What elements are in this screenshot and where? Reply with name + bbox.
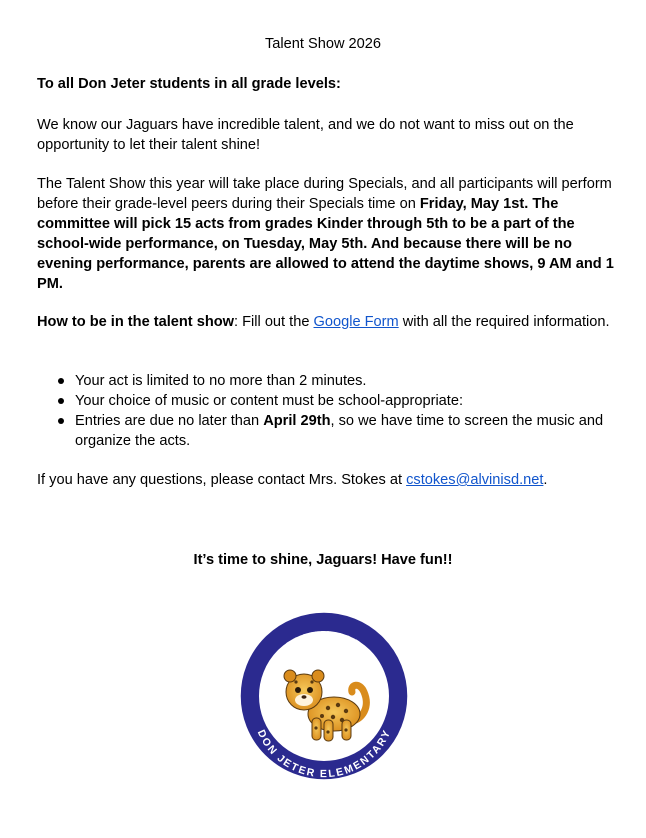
rule-deadline: April 29th <box>263 413 331 429</box>
bullet-icon <box>58 398 64 404</box>
list-item <box>37 391 617 411</box>
seal-top-text: ALVIN ISD <box>281 627 367 655</box>
document-title: Talent Show 2026 <box>264 36 382 52</box>
contact-paragraph <box>37 470 617 490</box>
rule-text: Your choice of music or content must be school-appropriate: <box>75 393 464 409</box>
rule-text: Your act is limited to no more than 2 minutes. <box>75 373 367 389</box>
rule-text: Entries are due no later than <box>75 413 264 429</box>
bullet-icon <box>58 378 64 384</box>
greeting: To all Don Jeter students in all grade levels: <box>37 76 341 92</box>
bullet-icon <box>58 418 64 424</box>
howto-text-after: with all the required information. <box>398 314 610 330</box>
email-link[interactable]: cstokes@alvinisd.net <box>406 472 544 488</box>
howto-paragraph <box>37 312 617 332</box>
howto-label: How to be in the talent show <box>37 314 235 330</box>
details-paragraph <box>37 174 617 294</box>
details-date: Friday, May 1st. <box>419 196 529 212</box>
list-item <box>37 411 617 451</box>
seal-bottom-text: DON JETER ELEMENTARY <box>254 727 394 781</box>
contact-end: . <box>543 472 548 488</box>
details-text: The Talent Show this year will take place during Specials, and all participants will perform before their grade-level peers during their Specials time on <box>37 176 612 212</box>
details-bold-text: The committee will pick 15 acts from grades Kinder through 5th to be a part of the school-wide performance, on Tuesday, May 5th. And because there will be no evening performance, parents are allowed to attend the daytime shows, 9 AM and 1 PM. <box>37 196 614 292</box>
rule-text: , so we have time to screen the music and organize the acts. <box>75 413 604 449</box>
rules-list <box>37 371 617 451</box>
howto-text-before: : Fill out the <box>234 314 314 330</box>
school-seal-logo <box>238 610 410 782</box>
intro-paragraph: We know our Jaguars have incredible talent, and we do not want to miss out on the opportunity to let their talent shine! <box>37 117 574 153</box>
closing-line: It’s time to shine, Jaguars! Have fun!! <box>193 552 453 568</box>
list-item <box>37 371 617 391</box>
contact-text: If you have any questions, please contact Mrs. Stokes at <box>37 472 407 488</box>
google-form-link[interactable]: Google Form <box>313 314 399 330</box>
